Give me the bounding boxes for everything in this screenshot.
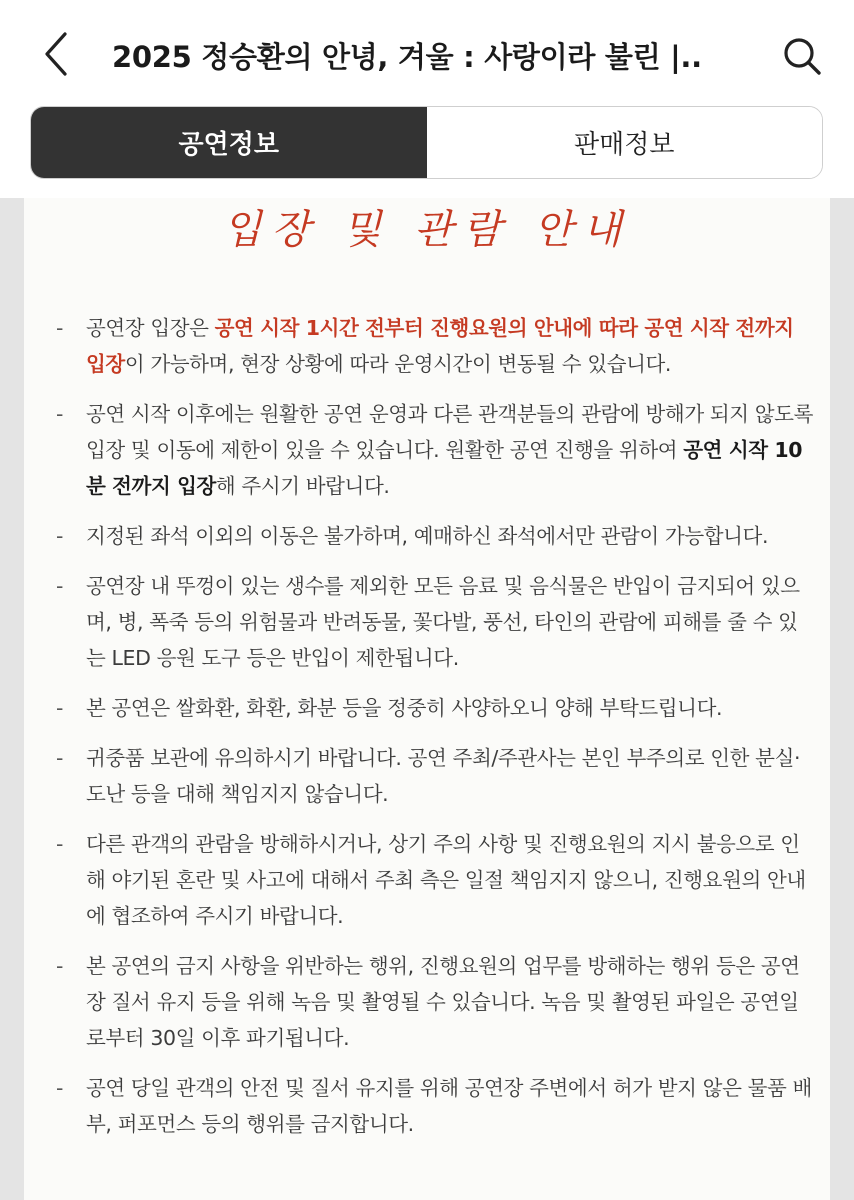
notice-image [24,198,830,1200]
notice-item-liability [56,826,816,934]
top-app-bar [0,0,854,112]
list-dash: - [56,696,63,720]
notice-text: 공연장 내 뚜껑이 있는 생수를 제외한 모든 음료 및 음식물은 반입이 금지되어 있으며, 병, 폭죽 등의 위험물과 반려동물, 꽃다발, 풍선, 타인의 관람에 피해를 줄 수 있는 LED 응원 도구 등은 반입이 제한됩니다. [86,574,800,670]
notice-text: 본 공연은 쌀화환, 화환, 화분 등을 정중히 사양하오니 양해 부탁드립니다. [86,696,723,720]
list-dash: - [56,316,63,340]
page-title: 2025 정승환의 안녕, 겨울 : 사랑이라 불린 |.. [112,40,702,74]
notice-item-valuables [56,740,816,812]
list-dash: - [56,1076,63,1100]
notice-item-seating [56,518,816,554]
search-button[interactable] [780,34,824,78]
notice-item-wreaths [56,690,816,726]
notice-title: 입장 및 관람 안내 [222,207,632,253]
tab-sales-info[interactable]: 판매정보 [427,107,823,178]
notice-text: 이 가능하며, 현장 상황에 따라 운영시간이 변동될 수 있습니다. [124,352,672,376]
notice-text: 귀중품 보관에 유의하시기 바랍니다. 공연 주최/주관사는 본인 부주의로 인한 분실·도난 등을 대해 책임지지 않습니다. [86,746,801,806]
notice-text: 본 공연의 금지 사항을 위반하는 행위, 진행요원의 업무를 방해하는 행위 등은 공연장 질서 유지 등을 위해 녹음 및 촬영될 수 있습니다. 녹음 및 촬영된 파일은 공연일로부터 30일 이후 파기됩니다. [86,954,800,1050]
notice-text: 다른 관객의 관람을 방해하시거나, 상기 주의 사항 및 진행요원의 지시 불응으로 인해 야기된 혼란 및 사고에 대해서 주최 측은 일절 책임지지 않으니, 진행요원의 안내에 협조하여 주시기 바랍니다. [86,832,806,928]
list-dash: - [56,402,63,426]
tab-performance-info[interactable]: 공연정보 [31,107,427,178]
list-dash: - [56,524,63,548]
notice-item-recording [56,948,816,1056]
chevron-left-icon [43,32,69,76]
notice-text: 해 주시기 바랍니다. [215,474,390,498]
notice-item-late-entry [56,396,816,504]
notice-item-entry-time [56,310,816,382]
notice-item-prohibited-items [56,568,816,676]
notice-item-distribution [56,1070,816,1142]
list-dash: - [56,746,63,770]
notice-highlight: 공연 시작 1시간 전부터 진행요원의 안내에 따라 공연 시작 전까지 입장 [86,316,794,376]
list-dash: - [56,954,63,978]
notice-text: 지정된 좌석 이외의 이동은 불가하며, 예매하신 좌석에서만 관람이 가능합니다. [86,524,769,548]
notice-highlight: 공연 시작 10분 전까지 입장 [86,438,803,498]
list-dash: - [56,574,63,598]
back-button[interactable] [36,28,76,80]
notice-list [56,310,816,1156]
search-icon [782,36,822,76]
notice-text: 공연 시작 이후에는 원활한 공연 운영과 다른 관객분들의 관람에 방해가 되지 않도록 입장 및 이동에 제한이 있을 수 있습니다. 원활한 공연 진행을 위하여 [86,402,813,462]
tab-bar [30,106,823,179]
notice-text: 공연 당일 관객의 안전 및 질서 유지를 위해 공연장 주변에서 허가 받지 않은 물품 배부, 퍼포먼스 등의 행위를 금지합니다. [86,1076,812,1136]
notice-text: 공연장 입장은 [86,316,215,340]
list-dash: - [56,832,63,856]
